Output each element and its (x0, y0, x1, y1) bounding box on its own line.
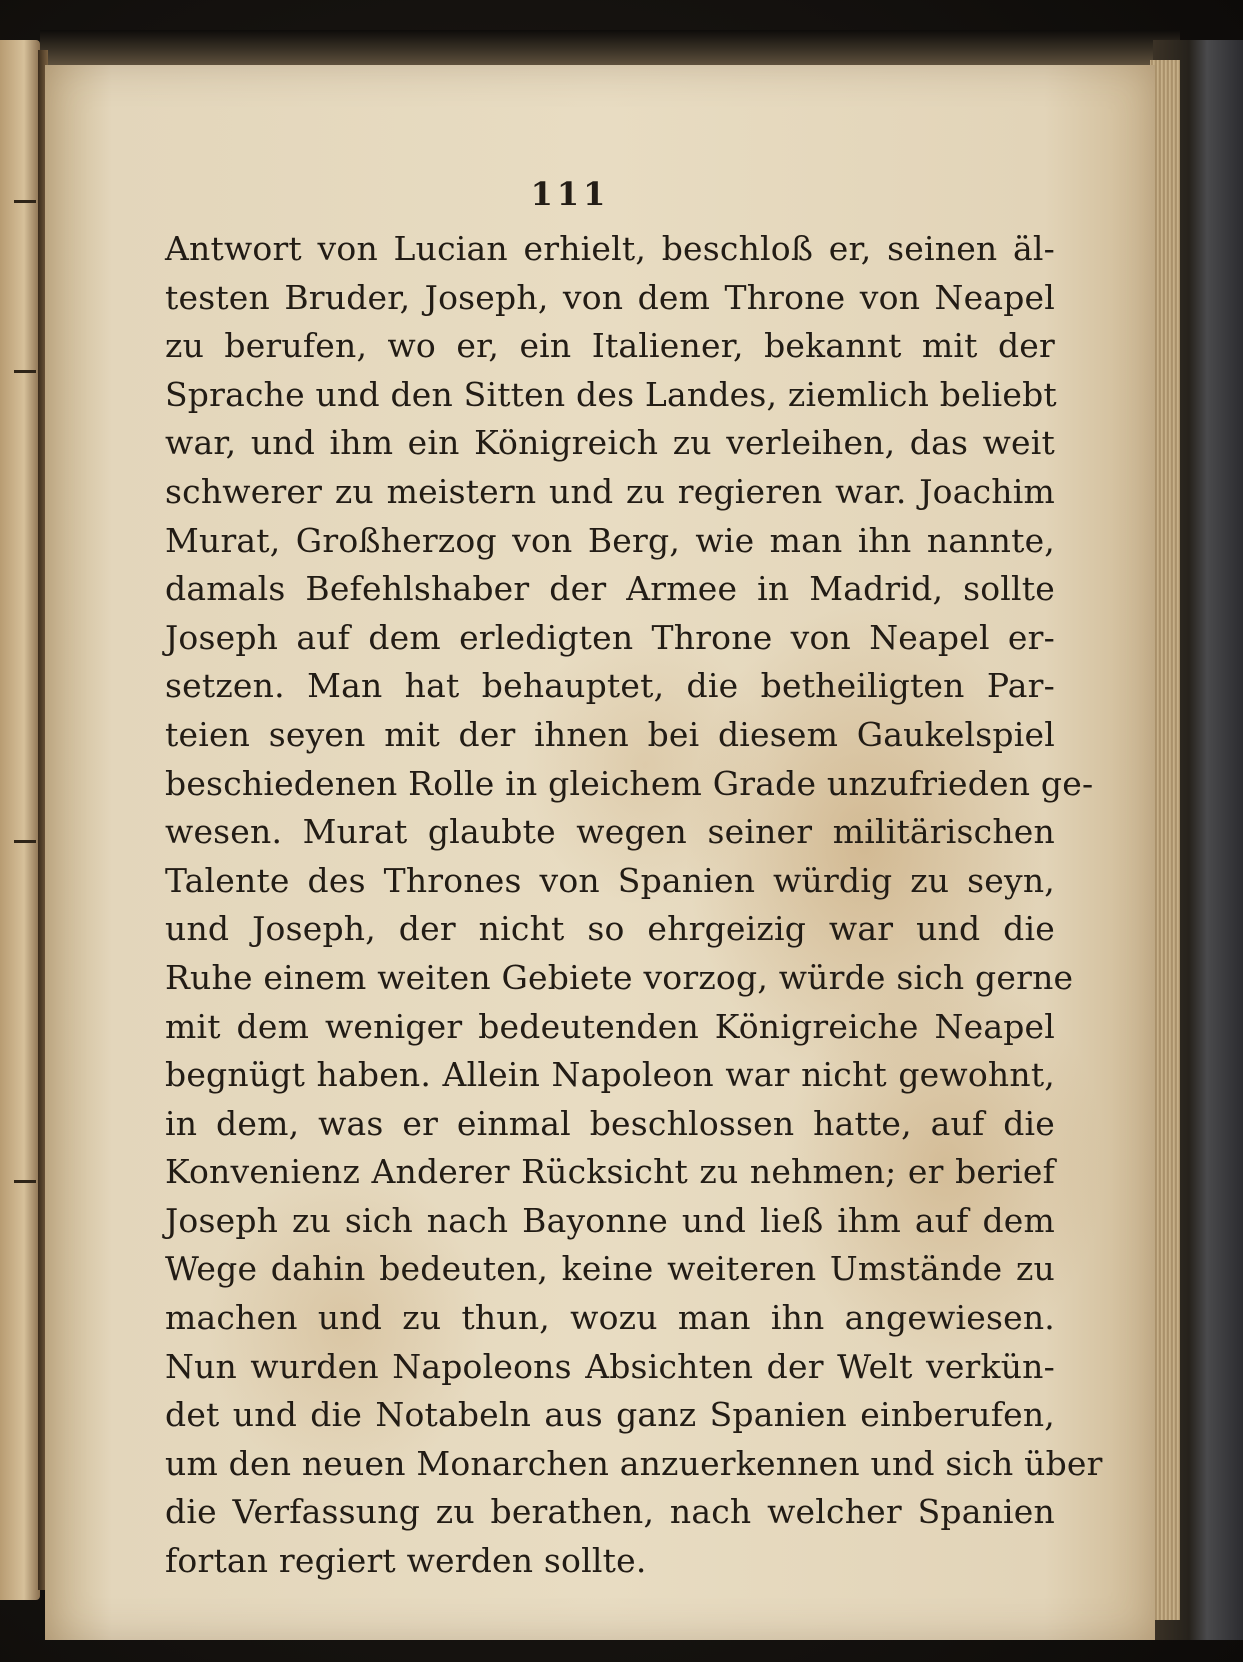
text-line: fortan regiert werden sollte. (165, 1541, 647, 1581)
text-line: zu berufen, wo er, ein Italiener, bekannt mit der (165, 326, 1055, 366)
text-line: Nun wurden Napoleons Absichten der Welt verkün- (165, 1346, 1055, 1386)
left-page-edge (0, 40, 40, 1600)
text-line: det und die Notabeln aus ganz Spanien einberufen, (165, 1395, 1055, 1435)
text-line: Antwort von Lucian erhielt, beschloß er, seinen äl- (165, 229, 1055, 268)
text-line: Ruhe einem weiten Gebiete vorzog, würde sich gerne (165, 957, 1074, 997)
spine-mark (14, 840, 36, 843)
text-line: teien seyen mit der ihnen bei diesem Gaukelspiel (165, 714, 1055, 754)
book-top-edge (40, 30, 1180, 70)
text-line: in dem, was er einmal beschlossen hatte, auf die (165, 1103, 1055, 1143)
text-line: Joseph auf dem erledigten Throne von Neapel er- (165, 617, 1055, 657)
book-page (45, 65, 1155, 1640)
text-line: um den neuen Monarchen anzuerkennen und sich über (165, 1443, 1103, 1483)
text-line: mit dem weniger bedeutenden Königreiche Neapel (165, 1006, 1055, 1046)
text-line: machen und zu thun, wozu man ihn angewiesen. (165, 1298, 1055, 1338)
text-line: Wege dahin bedeuten, keine weiteren Umstände zu (165, 1249, 1055, 1289)
text-line: begnügt haben. Allein Napoleon war nicht gewohnt, (165, 1055, 1055, 1095)
text-line: wesen. Murat glaubte wegen seiner militärischen (165, 812, 1055, 852)
page-text (165, 225, 1103, 1586)
text-line: die Verfassung zu berathen, nach welcher Spanien (165, 1492, 1055, 1532)
text-line: Sprache und den Sitten des Landes, ziemlich beliebt (165, 374, 1057, 414)
text-line: war, und ihm ein Königreich zu verleihen, das weit (165, 423, 1055, 463)
spine-mark (14, 1180, 36, 1183)
text-line: und Joseph, der nicht so ehrgeizig war und die (165, 909, 1055, 949)
text-line: Konvenienz Anderer Rücksicht zu nehmen; er berief (165, 1152, 1055, 1192)
page-number: 111 (530, 175, 610, 213)
text-line: setzen. Man hat behauptet, die betheiligten Par- (165, 666, 1055, 706)
spine-mark (14, 370, 36, 373)
text-line: testen Bruder, Joseph, von dem Throne von Neapel (165, 277, 1055, 317)
text-line: Talente des Thrones von Spanien würdig zu seyn, (165, 860, 1055, 900)
text-line: Murat, Großherzog von Berg, wie man ihn nannte, (165, 520, 1055, 560)
text-line: Joseph zu sich nach Bayonne und ließ ihm auf dem (165, 1200, 1055, 1240)
text-line: damals Befehlshaber der Armee in Madrid, sollte (165, 569, 1055, 609)
text-line: beschiedenen Rolle in gleichem Grade unzufrieden ge- (165, 763, 1094, 803)
text-line: schwerer zu meistern und zu regieren war. Joachim (165, 471, 1055, 511)
